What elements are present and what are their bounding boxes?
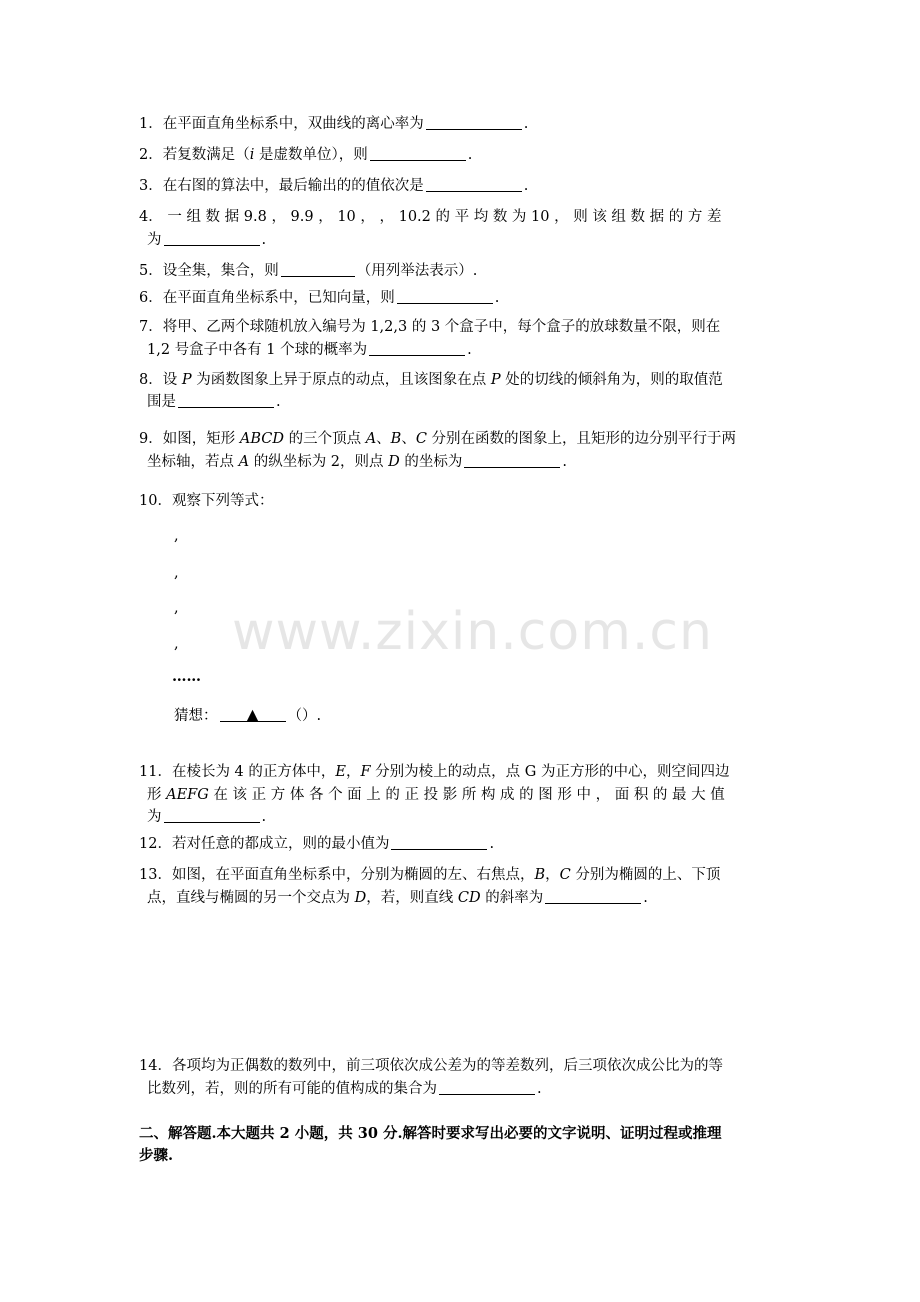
question-14-text-2: 比数列，若，则的所有可能的值构成的集合为 — [147, 1081, 437, 1097]
answer-blank — [439, 1080, 535, 1095]
question-4-text-2: 为 — [147, 232, 162, 248]
period: . — [261, 232, 267, 248]
imaginary-unit: i — [249, 147, 255, 163]
answer-blank — [369, 341, 465, 356]
equation-comma: , — [174, 636, 179, 652]
period: . — [261, 809, 267, 825]
question-12 — [139, 834, 494, 854]
point-c: C — [415, 431, 427, 447]
question-13-text-d: ，若，则直线 — [366, 890, 458, 906]
question-10-guess — [174, 706, 321, 726]
triangle-icon: ▲ — [246, 705, 259, 724]
question-7-line-2 — [147, 340, 472, 360]
question-9-text-b: 的三个顶点 — [283, 431, 366, 447]
question-11-line-2 — [147, 785, 725, 805]
question-1 — [139, 114, 528, 134]
period: . — [523, 178, 529, 194]
answer-blank — [426, 177, 522, 192]
question-2-text-a: 2．若复数满足（ — [139, 147, 250, 163]
question-2-text-b: 是虚数单位），则 — [254, 147, 368, 163]
question-11-text-c: 形 — [147, 787, 167, 803]
question-9-text-a: 9．如图，矩形 — [139, 431, 240, 447]
answer-blank — [370, 146, 466, 161]
period: . — [467, 147, 473, 163]
question-14-line-1 — [139, 1056, 723, 1076]
question-9-text-d: 坐标轴，若点 — [147, 454, 239, 470]
answer-blank — [220, 707, 286, 722]
period: . — [489, 836, 495, 852]
question-8-text-a: 8．设 — [139, 372, 182, 388]
question-4-text-1: 4． 一 组 数 据 9.8 ， 9.9 ， 10 ， ， 10.2 的 平 均 数 为 10 ， 则 该 组 数 据 的 方 差 — [139, 209, 722, 225]
point-c: C — [559, 867, 571, 883]
period: . — [643, 890, 648, 906]
answer-blank — [281, 262, 355, 277]
question-8-text-b: 为函数图象上异于原点的动点，且该图象在点 — [191, 372, 491, 388]
answer-blank — [164, 231, 260, 246]
question-10-text: 10．观察下列等式： — [139, 493, 274, 509]
question-11-text-b: 分别为棱上的动点，点 G 为正方形的中心，则空间四边 — [370, 764, 730, 780]
equation-comma: , — [174, 600, 179, 616]
point-p: P — [181, 372, 192, 388]
question-7-text-2: 1,2 号盒子中各有 1 个球的概率为 — [147, 342, 368, 358]
question-13-text-e: 的斜率为 — [480, 890, 544, 906]
point-d: D — [388, 454, 400, 470]
question-7-line-1 — [139, 317, 720, 337]
question-14-text-1: 14．各项均为正偶数的数列中，前三项依次成公差为的等差数列，后三项依次成公比为的等 — [139, 1058, 723, 1074]
question-11-line-3 — [147, 807, 266, 827]
question-9-text-f: 的坐标为 — [399, 454, 463, 470]
question-4-line-2 — [147, 230, 266, 250]
question-9-line-1 — [139, 429, 736, 449]
point-a: A — [238, 454, 250, 470]
period: . — [537, 1081, 542, 1097]
question-6 — [139, 288, 499, 308]
question-13-text-b: 分别为椭圆的上、下顶 — [570, 867, 721, 883]
question-11-text-e: 为 — [147, 809, 162, 825]
question-3 — [139, 176, 528, 196]
separator: ， — [545, 867, 560, 883]
answer-blank — [464, 453, 560, 468]
point-f: F — [360, 764, 371, 780]
question-9-text-c: 分别在函数的图象上，且矩形的边分别平行于两 — [426, 431, 737, 447]
equation-comma: , — [174, 528, 179, 544]
answer-blank — [391, 835, 487, 850]
point-d: D — [354, 890, 367, 906]
separator: 、 — [376, 431, 391, 447]
ellipsis: …… — [172, 668, 201, 685]
guess-label: 猜想： — [174, 708, 218, 724]
equation-comma: , — [174, 565, 179, 581]
separator: 、 — [401, 431, 416, 447]
answer-blank — [426, 115, 522, 130]
guess-after: （）. — [287, 708, 322, 724]
answer-blank — [178, 393, 274, 408]
question-13-text-c: 点，直线与椭圆的另一个交点为 — [147, 890, 355, 906]
question-9-text-e: 的纵坐标为 2，则点 — [249, 454, 389, 470]
question-6-text: 6．在平面直角坐标系中，已知向量，则 — [139, 290, 395, 306]
question-8-line-2 — [147, 392, 281, 412]
question-9-line-2 — [147, 452, 567, 472]
question-3-text: 3．在右图的算法中，最后输出的的值依次是 — [139, 178, 424, 194]
question-12-text: 12．若对任意的都成立，则的最小值为 — [139, 836, 390, 852]
period: . — [562, 454, 568, 470]
period: . — [494, 290, 500, 306]
question-2 — [139, 145, 472, 165]
question-5-text: 5．设全集，集合，则 — [139, 263, 279, 279]
answer-blank — [164, 808, 260, 823]
point-b: B — [390, 431, 402, 447]
question-13-text-a: 13．如图，在平面直角坐标系中，分别为椭圆的左、右焦点， — [139, 867, 535, 883]
question-8-line-1 — [139, 370, 723, 390]
question-8-text-2: 围是 — [147, 394, 176, 410]
line-cd: CD — [457, 890, 481, 906]
answer-blank — [397, 289, 493, 304]
question-13-line-2 — [147, 888, 648, 908]
answer-blank — [545, 889, 641, 904]
point-a: A — [365, 431, 377, 447]
point-p: P — [490, 372, 501, 388]
point-e: E — [335, 764, 346, 780]
period: . — [467, 342, 472, 358]
quadrilateral-aefg: AEFG — [166, 787, 209, 803]
question-11-text-d: 在 该 正 方 体 各 个 面 上 的 正 投 影 所 构 成 的 图 形 中 ， 面 积 的 最 大 值 — [208, 787, 725, 803]
question-7-text-1: 7．将甲、乙两个球随机放入编号为 1,2,3 的 3 个盒子中，每个盒子的放球数量不限，则在 — [139, 319, 721, 335]
question-5-after: （用列举法表示）. — [356, 263, 478, 279]
question-1-text: 1．在平面直角坐标系中，双曲线的离心率为 — [139, 116, 424, 132]
rectangle-abcd: ABCD — [239, 431, 284, 447]
period: . — [523, 116, 529, 132]
question-13-line-1 — [139, 865, 720, 885]
section-2-heading-line-1: 二、解答题.本大题共 2 小题，共 30 分.解答时要求写出必要的文字说明、证明过程或推理 — [139, 1125, 722, 1142]
question-10 — [139, 491, 273, 511]
question-8-text-c: 处的切线的倾斜角为，则的取值范 — [500, 372, 723, 388]
question-14-line-2 — [147, 1079, 542, 1099]
watermark: www.zixin.com.cn — [232, 602, 713, 662]
separator: ， — [346, 764, 361, 780]
section-2-heading-line-2: 步骤. — [139, 1147, 174, 1164]
point-b: B — [534, 867, 546, 883]
question-4-line-1 — [139, 207, 779, 227]
question-11-line-1 — [139, 762, 729, 782]
question-5 — [139, 261, 477, 281]
period: . — [276, 394, 281, 410]
question-11-text-a: 11．在棱长为 4 的正方体中， — [139, 764, 336, 780]
